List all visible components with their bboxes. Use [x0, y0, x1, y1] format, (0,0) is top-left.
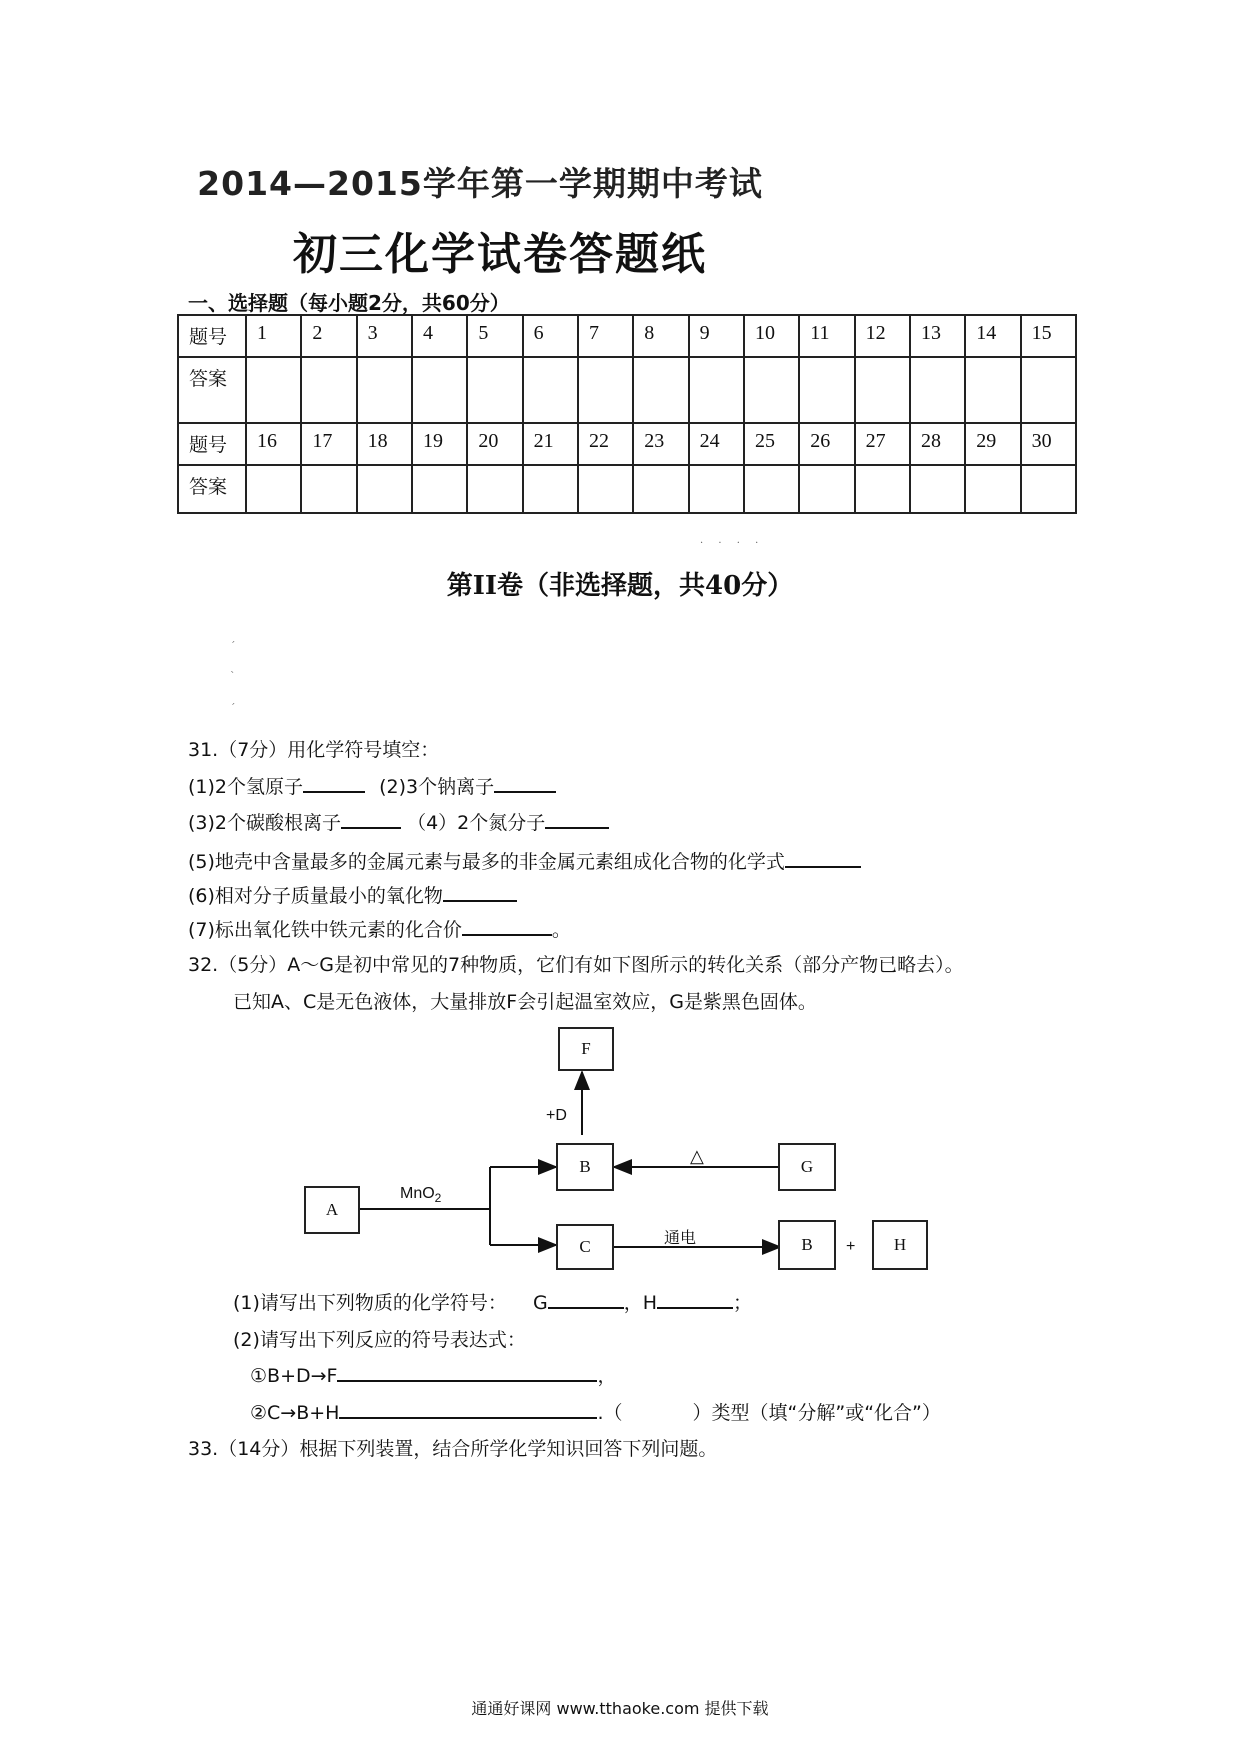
q32-reaction-1	[250, 1361, 616, 1388]
question-number-cell: 7	[578, 315, 633, 357]
row-label-number: 题号	[178, 315, 246, 357]
q31-item-2: (2)3个钠离子	[379, 776, 495, 798]
part2-heading: 第II卷（非选择题，共40分）	[446, 571, 794, 601]
question-number-cell: 20	[467, 423, 522, 465]
question-number-cell: 2	[301, 315, 356, 357]
question-number-cell: 26	[799, 423, 854, 465]
node-h: H	[872, 1220, 928, 1270]
reaction-type-hint: ）类型（填“分解”或“化合”）	[692, 1402, 941, 1424]
period: 。	[551, 919, 571, 941]
q33-stem: 33.（14分）根据下列装置，结合所学化学知识回答下列问题。	[188, 1438, 718, 1460]
h-label: ，H	[623, 1292, 657, 1314]
question-number-cell: 25	[744, 423, 799, 465]
question-number-cell: 17	[301, 423, 356, 465]
question-number-cell: 14	[965, 315, 1020, 357]
question-number-cell: 23	[633, 423, 688, 465]
question-number-cell: 3	[357, 315, 412, 357]
node-f: F	[558, 1027, 614, 1071]
question-number-cell: 13	[910, 315, 965, 357]
label-plus-d: +D	[546, 1107, 567, 1124]
q32-part1	[233, 1288, 752, 1315]
q32-part2: (2)请写出下列反应的符号表达式：	[233, 1329, 526, 1351]
q31-item-3: (3)2个碳酸根离子	[188, 812, 342, 834]
node-a: A	[304, 1186, 360, 1234]
answer-blank-g[interactable]	[548, 1289, 624, 1309]
stray-mark: ˊ	[230, 640, 236, 653]
question-number-cell: 4	[412, 315, 467, 357]
q31-item-1: (1)2个氢原子	[188, 776, 304, 798]
row-label-number: 题号	[178, 423, 246, 465]
question-number-cell: 19	[412, 423, 467, 465]
mno2-subscript: 2	[434, 1191, 442, 1206]
footer-source: 通通好课网 www.tthaoke.com 提供下载	[471, 1699, 769, 1718]
question-number-cell: 10	[744, 315, 799, 357]
stray-mark: ˋ	[230, 670, 236, 683]
question-number-cell: 16	[246, 423, 301, 465]
node-g: G	[778, 1143, 836, 1191]
comma: ，	[597, 1365, 617, 1387]
question-number-cell: 9	[689, 315, 744, 357]
q31-item-6: (6)相对分子质量最小的氧化物	[188, 885, 443, 907]
mno2-text: MnO	[400, 1185, 435, 1202]
question-number-cell: 1	[246, 315, 301, 357]
stray-mark: ˊ	[230, 702, 236, 715]
question-number-cell: 30	[1021, 423, 1076, 465]
question-number-cell: 6	[523, 315, 578, 357]
question-number-cell: 15	[1021, 315, 1076, 357]
exam-title: 2014—2015学年第一学期期中考试	[197, 164, 763, 203]
label-electrolysis: 通电	[664, 1228, 697, 1247]
question-number-cell: 29	[965, 423, 1020, 465]
question-number-cell: 27	[855, 423, 910, 465]
question-number-cell: 5	[467, 315, 522, 357]
q32-stem: 32.（5分）A～G是初中常见的7种物质，它们有如下图所示的转化关系（部分产物已略去）。	[188, 954, 964, 976]
q31-item-7: (7)标出氧化铁中铁元素的化合价	[188, 919, 462, 941]
q32-part1-text: (1)请写出下列物质的化学符号：	[233, 1292, 507, 1314]
q31-stem: 31.（7分）用化学符号填空：	[188, 739, 440, 761]
q31-item-4: （4）2个氮分子	[407, 812, 546, 834]
label-heat: △	[690, 1146, 704, 1166]
node-b-product: B	[778, 1220, 836, 1270]
reaction-2-label: ②C→B+H	[250, 1402, 340, 1424]
q31-item-5: (5)地壳中含量最多的金属元素与最多的非金属元素组成化合物的化学式	[188, 851, 785, 873]
question-number-cell: 8	[633, 315, 688, 357]
q32-reaction-2	[250, 1398, 941, 1425]
dots-mark: · · · ·	[700, 538, 765, 549]
row-label-answer: 答案	[178, 357, 246, 423]
paren-open: .（	[597, 1402, 623, 1424]
label-catalyst	[400, 1185, 441, 1205]
question-number-cell: 18	[357, 423, 412, 465]
node-c: C	[556, 1224, 614, 1270]
row-label-answer: 答案	[178, 465, 246, 513]
answer-sheet-title: 初三化学试卷答题纸	[293, 229, 707, 280]
answer-blank-h[interactable]	[657, 1289, 733, 1309]
answer-blank-reaction-2[interactable]	[339, 1399, 597, 1419]
q32-known: 已知A、C是无色液体，大量排放F会引起温室效应，G是紫黑色固体。	[233, 991, 817, 1013]
question-number-cell: 21	[523, 423, 578, 465]
question-number-cell: 22	[578, 423, 633, 465]
question-number-cell: 11	[799, 315, 854, 357]
section-heading-choice: 一、选择题（每小题2分，共60分）	[188, 291, 510, 315]
semicolon: ；	[733, 1292, 753, 1314]
node-b: B	[556, 1143, 614, 1191]
question-number-cell: 28	[910, 423, 965, 465]
g-label: G	[532, 1292, 548, 1314]
question-number-cell: 12	[855, 315, 910, 357]
answer-blank-reaction-1[interactable]	[337, 1362, 597, 1382]
reaction-1-label: ①B+D→F	[250, 1365, 338, 1387]
question-number-cell: 24	[689, 423, 744, 465]
label-plus: +	[846, 1238, 856, 1255]
